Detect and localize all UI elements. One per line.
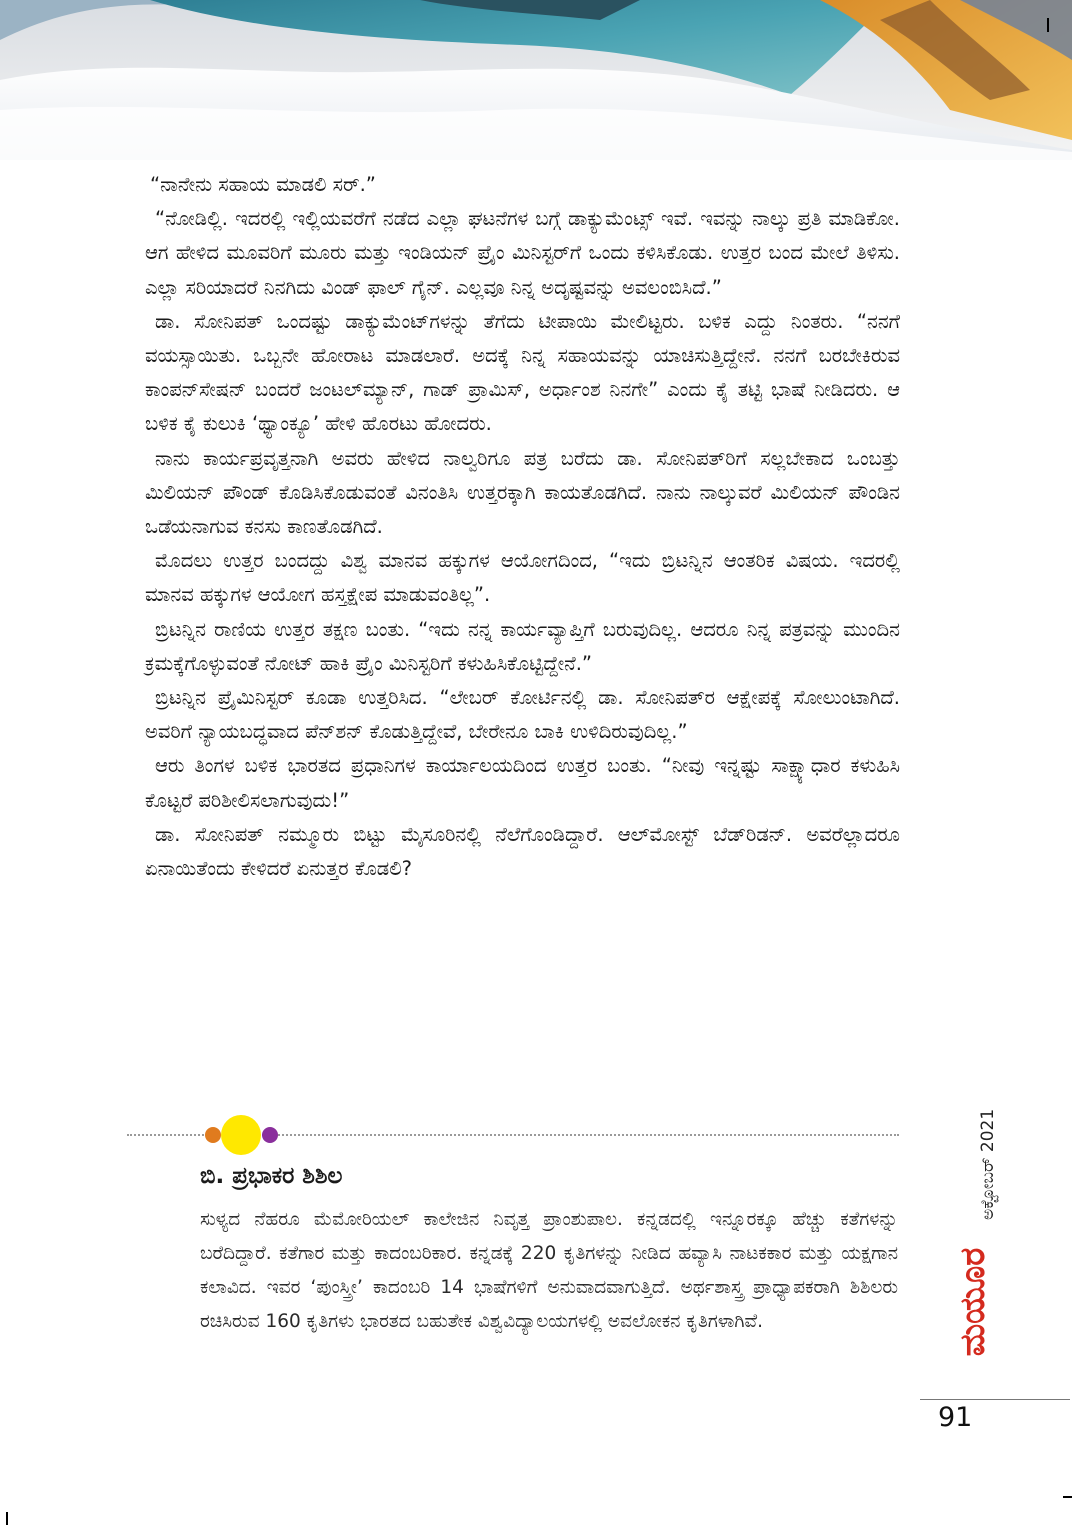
crop-mark bbox=[1063, 1496, 1072, 1498]
story-paragraph: ಆರು ತಿಂಗಳ ಬಳಿಕ ಭಾರತದ ಪ್ರಧಾನಿಗಳ ಕಾರ್ಯಾಲಯದಿಂದ ಉತ್ತರ ಬಂತು. “ನೀವು ಇನ್ನಷ್ಟು ಸಾಕ್ಷ್ಯಾಧಾರ ಕಳುಹಿಸಿ ಕೊಟ್ಟರೆ ಪರಿಶೀಲಿಸಲಾಗುವುದು!” bbox=[145, 754, 900, 812]
author-name: ಬಿ. ಪ್ರಭಾಕರ ಶಿಶಿಲ bbox=[200, 1163, 343, 1189]
author-bio: ಸುಳ್ಯದ ನೆಹರೂ ಮೆಮೋರಿಯಲ್ ಕಾಲೇಜಿನ ನಿವೃತ್ತ ಪ್ರಾಂಶುಪಾಲ. ಕನ್ನಡದಲ್ಲಿ ಇನ್ನೂರಕ್ಕೂ ಹೆಚ್ಚು ಕತೆಗಳನ್ನು ಬರೆದಿದ್ದಾರೆ. ಕತೆಗಾರ ಮತ್ತು ಕಾದಂಬರಿಕಾರ. ಕನ್ನಡಕ್ಕೆ 220 ಕೃತಿಗಳನ್ನು ನೀಡಿದ ಹವ್ಯಾಸಿ ನಾಟಕಕಾರ ಮತ್ತು ಯಕ್ಷಗಾನ ಕಲಾವಿದ. ಇವರ ‘ಪುಂಸ್ತ್ರೀ’ ಕಾದಂಬರಿ 14 ಭಾಷೆಗಳಿಗೆ ಅನುವಾದವಾಗುತ್ತಿದೆ. ಅರ್ಥಶಾಸ್ತ್ರ ಪ್ರಾಧ್ಯಾಪಕರಾಗಿ ಶಿಶಿಲರು ರಚಿಸಿರುವ 160 ಕೃತಿಗಳು ಭಾರತದ ಬಹುತೇಕ ವಿಶ್ವವಿದ್ಯಾಲಯಗಳಲ್ಲಿ ಅವಲೋಕನ ಕೃತಿಗಳಾಗಿವೆ. bbox=[200, 1209, 898, 1332]
header-illustration bbox=[0, 0, 1072, 160]
decorative-dot-orange bbox=[205, 1127, 221, 1143]
story-paragraph: “ನೋಡಿಲ್ಲಿ. ಇದರಲ್ಲಿ ಇಲ್ಲಿಯವರೆಗೆ ನಡೆದ ಎಲ್ಲಾ ಘಟನೆಗಳ ಬಗ್ಗೆ ಡಾಕ್ಯುಮೆಂಟ್ಸ್ ಇವೆ. ಇವನ್ನು ನಾಲ್ಕು ಪ್ರತಿ ಮಾಡಿಕೋ. ಆಗ ಹೇಳಿದ ಮೂವರಿಗೆ ಮೂರು ಮತ್ತು ಇಂಡಿಯನ್ ಪ್ರೈಂ ಮಿನಿಸ್ಟರ್‌ಗೆ ಒಂದು ಕಳಿಸಿಕೊಡು. ಉತ್ತರ ಬಂದ ಮೇಲೆ ತಿಳಿಸು. ಎಲ್ಲಾ ಸರಿಯಾದರೆ ನಿನಗಿದು ವಿಂಡ್ ಫಾಲ್ ಗೈನ್. ಎಲ್ಲವೂ ನಿನ್ನ ಅದೃಷ್ಟವನ್ನು ಅವಲಂಬಿಸಿದೆ.” bbox=[145, 207, 900, 299]
page-number: 91 bbox=[938, 1402, 973, 1433]
story-body bbox=[145, 168, 900, 886]
crop-mark bbox=[1047, 18, 1049, 32]
story-paragraph: ಬ್ರಿಟನ್ನಿನ ಪ್ರೈಮಿನಿಸ್ಟರ್ ಕೂಡಾ ಉತ್ತರಿಸಿದ. “ಲೇಬರ್ ಕೋರ್ಟಿನಲ್ಲಿ ಡಾ. ಸೋನಿಪತ್‌ರ ಆಕ್ಷೇಪಕ್ಕೆ ಸೋಲುಂಟಾಗಿದೆ. ಅವರಿಗೆ ನ್ಯಾಯಬದ್ಧವಾದ ಪೆನ್‌ಶನ್ ಕೊಡುತ್ತಿದ್ದೇವೆ, ಬೇರೇನೂ ಬಾಕಿ ಉಳಿದಿರುವುದಿಲ್ಲ.” bbox=[145, 686, 900, 744]
story-paragraph: ನಾನು ಕಾರ್ಯಪ್ರವೃತ್ತನಾಗಿ ಅವರು ಹೇಳಿದ ನಾಲ್ವರಿಗೂ ಪತ್ರ ಬರೆದು ಡಾ. ಸೋನಿಪತ್‌ರಿಗೆ ಸಲ್ಲಬೇಕಾದ ಒಂಬತ್ತು ಮಿಲಿಯನ್ ಪೌಂಡ್ ಕೊಡಿಸಿಕೊಡುವಂತೆ ವಿನಂತಿಸಿ ಉತ್ತರಕ್ಕಾಗಿ ಕಾಯತೊಡಗಿದೆ. ನಾನು ನಾಲ್ಕುವರೆ ಮಿಲಿಯನ್ ಪೌಂಡಿನ ಒಡೆಯನಾಗುವ ಕನಸು ಕಾಣತೊಡಗಿದೆ. bbox=[145, 446, 900, 539]
crop-mark bbox=[6, 1512, 8, 1525]
decorative-dot-yellow bbox=[221, 1115, 261, 1155]
magazine-logo: ಮಯೂರ bbox=[953, 1247, 993, 1357]
page-number-rule bbox=[920, 1399, 1070, 1400]
story-paragraph: ಡಾ. ಸೋನಿಪತ್ ಒಂದಷ್ಟು ಡಾಕ್ಯುಮೆಂಟ್‌ಗಳನ್ನು ತೆಗೆದು ಟೀಪಾಯಿ ಮೇಲಿಟ್ಟರು. ಬಳಿಕ ಎದ್ದು ನಿಂತರು. “ನನಗೆ ವಯಸ್ಸಾಯಿತು. ಒಬ್ಬನೇ ಹೋರಾಟ ಮಾಡಲಾರೆ. ಅದಕ್ಕೆ ನಿನ್ನ ಸಹಾಯವನ್ನು ಯಾಚಿಸುತ್ತಿದ್ದೇನೆ. ನನಗೆ ಬರಬೇಕಿರುವ ಕಾಂಪನ್‌ಸೇಷನ್ ಬಂದರೆ ಜಂಟಲ್‌ಮ್ಯಾನ್, ಗಾಡ್ ಪ್ರಾಮಿಸ್, ಅರ್ಧಾಂಶ ನಿನಗೇ” ಎಂದು ಕೈ ತಟ್ಟಿ ಭಾಷೆ ನೀಡಿದರು. ಆ ಬಳಿಕ ಕೈ ಕುಲುಕಿ ‘ಥ್ಯಾಂಕ್ಯೂ’ ಹೇಳಿ ಹೊರಟು ಹೋದರು. bbox=[145, 309, 900, 436]
decorative-dot-purple bbox=[262, 1127, 278, 1143]
story-paragraph: ಮೊದಲು ಉತ್ತರ ಬಂದದ್ದು ವಿಶ್ವ ಮಾನವ ಹಕ್ಕುಗಳ ಆಯೋಗದಿಂದ, “ಇದು ಬ್ರಿಟನ್ನಿನ ಆಂತರಿಕ ವಿಷಯ. ಇದರಲ್ಲಿ ಮಾನವ ಹಕ್ಕುಗಳ ಆಯೋಗ ಹಸ್ತಕ್ಷೇಪ ಮಾಡುವಂತಿಲ್ಲ”. bbox=[145, 549, 900, 607]
issue-date: ಅಕ್ಟೋಬರ್ 2021 bbox=[978, 1108, 998, 1220]
story-paragraph: ಡಾ. ಸೋನಿಪತ್ ನಮ್ಮೂರು ಬಿಟ್ಟು ಮೈಸೂರಿನಲ್ಲಿ ನೆಲೆಗೊಂಡಿದ್ದಾರೆ. ಆಲ್‌ಮೋಸ್ಟ್ ಬೆಡ್‌ರಿಡನ್. ಅವರೆಲ್ಲಾದರೂ ಏನಾಯಿತೆಂದು ಕೇಳಿದರೆ ಏನುತ್ತರ ಕೊಡಲಿ? bbox=[145, 822, 900, 881]
story-paragraph: ಬ್ರಿಟನ್ನಿನ ರಾಣಿಯ ಉತ್ತರ ತಕ್ಷಣ ಬಂತು. “ಇದು ನನ್ನ ಕಾರ್ಯವ್ಯಾಪ್ತಿಗೆ ಬರುವುದಿಲ್ಲ. ಆದರೂ ನಿನ್ನ ಪತ್ರವನ್ನು ಮುಂದಿನ ಕ್ರಮಕ್ಕೆಗೊಳ್ಳುವಂತೆ ನೋಟ್ ಹಾಕಿ ಪ್ರೈಂ ಮಿನಿಸ್ಟರಿಗೆ ಕಳುಹಿಸಿಕೊಟ್ಟಿದ್ದೇನೆ.” bbox=[145, 617, 900, 675]
story-paragraph: “ನಾನೇನು ಸಹಾಯ ಮಾಡಲಿ ಸರ್.” bbox=[150, 173, 376, 196]
